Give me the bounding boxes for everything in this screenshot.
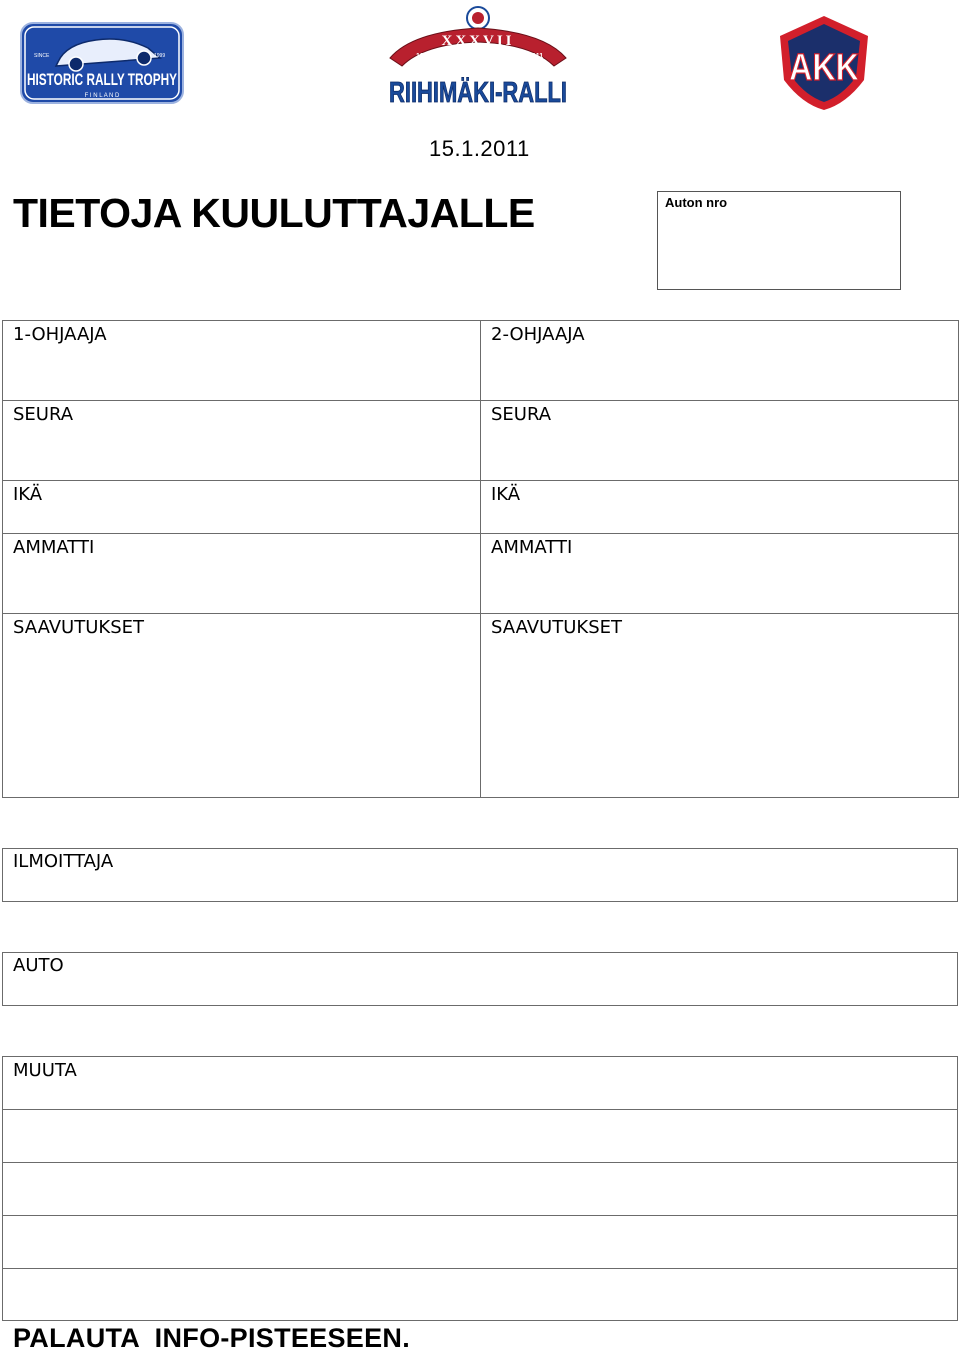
- driver1-achievements-label: SAAVUTUKSET: [13, 617, 144, 638]
- car-label: AUTO: [13, 955, 64, 976]
- driver2-achievements-field[interactable]: [481, 614, 959, 798]
- other-label: MUUTA: [13, 1060, 77, 1081]
- driver1-achievements-field[interactable]: [3, 614, 481, 798]
- driver1-profession-field[interactable]: [3, 534, 481, 614]
- other-table: [2, 1056, 958, 1321]
- driver2-club-label: SEURA: [491, 404, 552, 425]
- hrt-since: SINCE: [34, 53, 50, 59]
- page-title: TIETOJA KUULUTTAJALLE: [13, 190, 535, 236]
- driver1-age-field[interactable]: [3, 481, 481, 534]
- historic-rally-trophy-logo: [20, 22, 184, 104]
- rr-numeral: XXXVII: [441, 33, 515, 49]
- driver1-name-field[interactable]: [3, 321, 481, 401]
- car-number-field[interactable]: [657, 191, 901, 290]
- car-number-label: Auton nro: [665, 195, 728, 210]
- akk-text: AKK: [789, 47, 860, 89]
- driver2-age-label: IKÄ: [491, 484, 521, 505]
- driver2-profession-field[interactable]: [481, 534, 959, 614]
- car-field[interactable]: [2, 952, 958, 1006]
- driver1-age-label: IKÄ: [13, 484, 43, 505]
- document-date: 15.1.2011: [429, 136, 530, 161]
- driver1-club-label: SEURA: [13, 404, 74, 425]
- driver1-profession-label: AMMATTI: [13, 537, 95, 558]
- driver2-achievements-label: SAAVUTUKSET: [491, 617, 622, 638]
- driver2-name-field[interactable]: [481, 321, 959, 401]
- return-instruction: PALAUTA INFO-PISTEESEEN.: [13, 1323, 411, 1353]
- rr-year-end: 2011: [528, 53, 544, 60]
- other-field-row[interactable]: [3, 1216, 958, 1269]
- hrt-year: 1999: [154, 53, 166, 59]
- rr-year-start: 1968: [416, 53, 432, 60]
- driver1-club-field[interactable]: [3, 401, 481, 481]
- other-field-row[interactable]: [3, 1269, 958, 1321]
- driver2-club-field[interactable]: [481, 401, 959, 481]
- rr-name: RIIHIMÄKI-RALLI: [389, 77, 625, 109]
- entrant-label: ILMOITTAJA: [13, 851, 114, 872]
- other-field-row[interactable]: [3, 1163, 958, 1216]
- riihimaki-ralli-logo: [382, 4, 625, 109]
- driver1-heading: 1-OHJAAJA: [13, 324, 107, 345]
- drivers-table: [2, 320, 959, 798]
- other-field-row[interactable]: [3, 1057, 958, 1110]
- akk-logo: [776, 14, 872, 112]
- driver2-profession-label: AMMATTI: [491, 537, 573, 558]
- driver2-heading: 2-OHJAAJA: [491, 324, 585, 345]
- entrant-field[interactable]: [2, 848, 958, 902]
- hrt-country: F I N L A N D: [84, 93, 120, 99]
- driver2-age-field[interactable]: [481, 481, 959, 534]
- hrt-name: HISTORIC RALLY TROPHY: [27, 70, 178, 89]
- other-field-row[interactable]: [3, 1110, 958, 1163]
